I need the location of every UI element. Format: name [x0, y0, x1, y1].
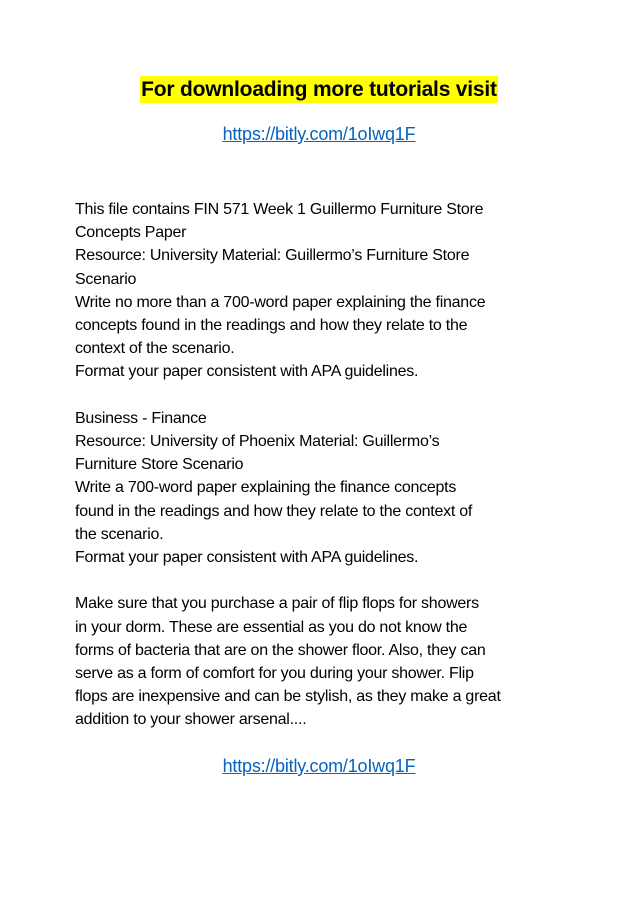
text-line: addition to your shower arsenal.... [75, 711, 307, 729]
header-title: For downloading more tutorials visit [141, 78, 497, 101]
text-line: Write a 700-word paper explaining the finance concepts [75, 479, 457, 497]
text-line: found in the readings and how they relate to the context of [75, 502, 473, 520]
paragraph-1 [75, 198, 575, 384]
text-line: concepts found in the readings and how they relate to the [75, 317, 468, 335]
paragraph-gap [75, 384, 575, 407]
body-text [75, 198, 575, 732]
text-line: Business - Finance [75, 409, 207, 427]
text-line: flops are inexpensive and can be stylish, as they make a great [75, 688, 501, 706]
text-line: the scenario. [75, 525, 164, 543]
text-line: Format your paper consistent with APA guidelines. [75, 363, 419, 381]
tutorial-link-bottom[interactable]: https://bitly.com/1oIwq1F [222, 756, 416, 776]
text-line: Format your paper consistent with APA guidelines. [75, 549, 419, 567]
paragraph-gap [75, 569, 575, 592]
text-line: Resource: University Material: Guillermo’s Furniture Store [75, 247, 470, 265]
paragraph-2 [75, 407, 575, 569]
paragraph-3 [75, 592, 575, 731]
text-line: Write no more than a 700-word paper explaining the finance [75, 293, 486, 311]
text-line: Resource: University of Phoenix Material: Guillermo’s [75, 433, 440, 451]
tutorial-link-top[interactable]: https://bitly.com/1oIwq1F [222, 124, 416, 144]
text-line: Scenario [75, 270, 137, 288]
text-line: Furniture Store Scenario [75, 456, 244, 474]
text-line: in your dorm. These are essential as you do not know the [75, 618, 468, 636]
text-line: This file contains FIN 571 Week 1 Guillermo Furniture Store [75, 201, 484, 218]
text-line: Make sure that you purchase a pair of flip flops for showers [75, 595, 479, 613]
text-line: serve as a form of comfort for you during your shower. Flip [75, 665, 474, 683]
header [0, 76, 638, 103]
text-line: context of the scenario. [75, 340, 235, 358]
text-line: Concepts Paper [75, 224, 187, 242]
text-line: forms of bacteria that are on the shower floor. Also, they can [75, 641, 486, 659]
